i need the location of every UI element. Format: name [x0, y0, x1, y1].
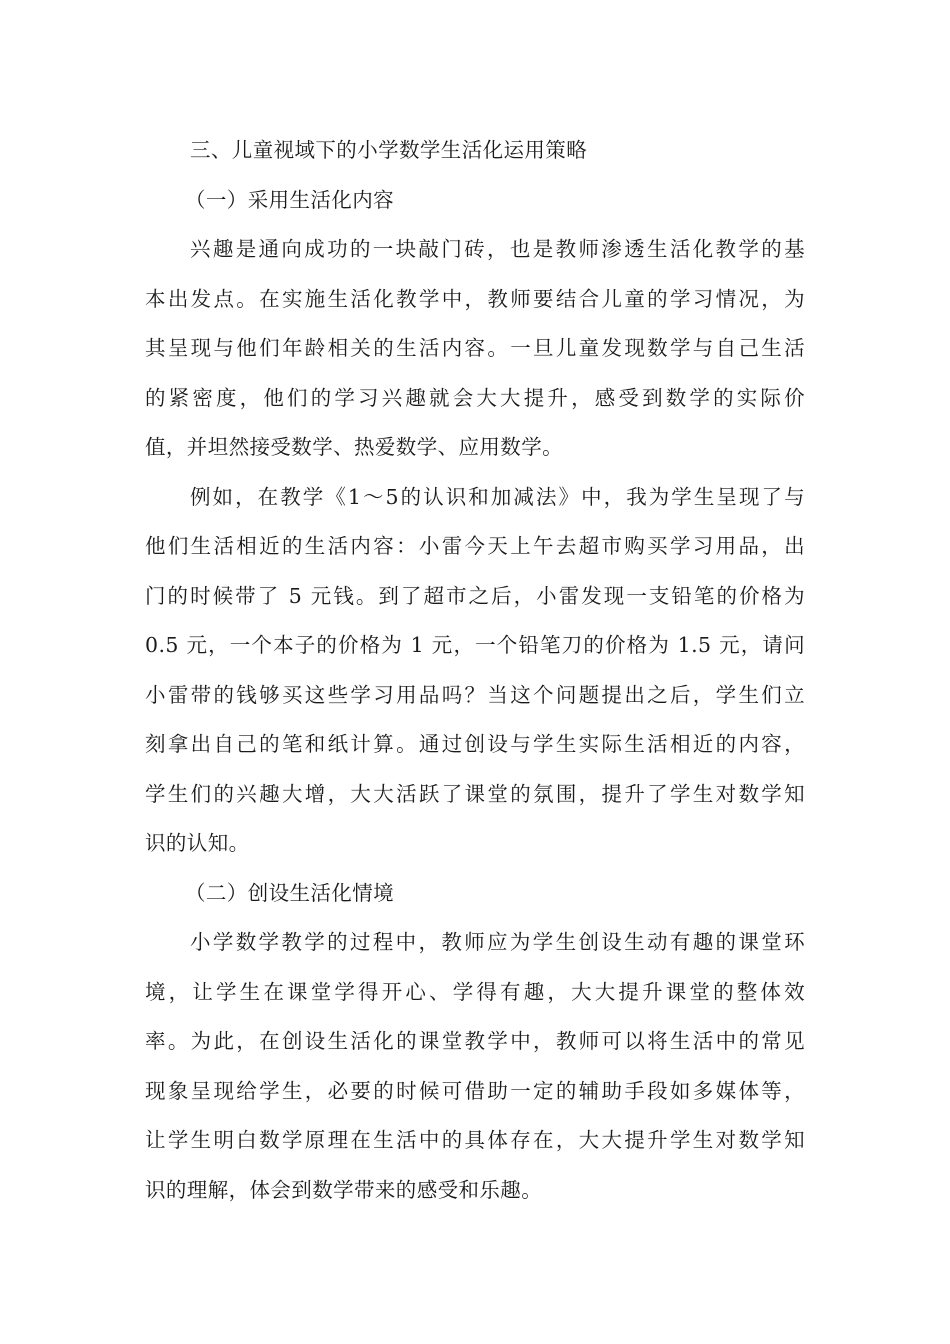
paragraph-line: 门的时候带了 5 元钱。到了超市之后，小雷发现一支铅笔的价格为 — [145, 583, 805, 608]
paragraph-line: 小学数学教学的过程中，教师应为学生创设生动有趣的课堂环 — [190, 930, 805, 954]
paragraph-line: 的紧密度，他们的学习兴趣就会大大提升，感受到数学的实际价 — [145, 385, 805, 410]
paragraph-line: 本出发点。在实施生活化教学中，教师要结合儿童的学习情况，为 — [145, 286, 805, 311]
paragraph-line: 其呈现与他们年龄相关的生活内容。一旦儿童发现数学与自己生活 — [145, 336, 805, 360]
subsection-title-1: （一）采用生活化内容 — [185, 187, 394, 212]
paragraph-line: 现象呈现给学生，必要的时候可借助一定的辅助手段如多媒体等， — [145, 1078, 805, 1103]
paragraph-line: 兴趣是通向成功的一块敲门砖，也是教师渗透生活化教学的基 — [190, 237, 805, 261]
paragraph-line: 0.5 元，一个本子的价格为 1 元，一个铅笔刀的价格为 1.5 元，请问 — [145, 633, 805, 657]
paragraph-line: 识的理解，体会到数学带来的感受和乐趣。 — [145, 1177, 543, 1202]
paragraph-line: 刻拿出自己的笔和纸计算。通过创设与学生实际生活相近的内容， — [145, 732, 805, 756]
subsection-title-2: （二）创设生活化情境 — [185, 880, 394, 905]
paragraph-line: 值，并坦然接受数学、热爱数学、应用数学。 — [145, 435, 563, 459]
paragraph-line: 例如，在教学《1～5的认识和加减法》中，我为学生呈现了与 — [190, 484, 805, 509]
document-page — [145, 126, 805, 1215]
paragraph-line: 让学生明白数学原理在生活中的具体存在，大大提升学生对数学知 — [145, 1128, 805, 1152]
paragraph-line: 率。为此，在创设生活化的课堂教学中，教师可以将生活中的常见 — [145, 1029, 805, 1053]
paragraph-2 — [145, 473, 805, 869]
paragraph-1 — [145, 225, 805, 473]
paragraph-line: 境，让学生在课堂学得开心、学得有趣，大大提升课堂的整体效 — [145, 979, 805, 1004]
paragraph-line: 小雷带的钱够买这些学习用品吗？当这个问题提出之后，学生们立 — [145, 682, 805, 707]
paragraph-line: 学生们的兴趣大增，大大活跃了课堂的氛围，提升了学生对数学知 — [145, 781, 805, 806]
paragraph-line: 识的认知。 — [145, 831, 250, 855]
paragraph-line: 他们生活相近的生活内容：小雷今天上午去超市购买学习用品，出 — [145, 534, 805, 558]
paragraph-3 — [145, 918, 805, 1215]
section-heading: 三、儿童视域下的小学数学生活化运用策略 — [190, 138, 588, 162]
